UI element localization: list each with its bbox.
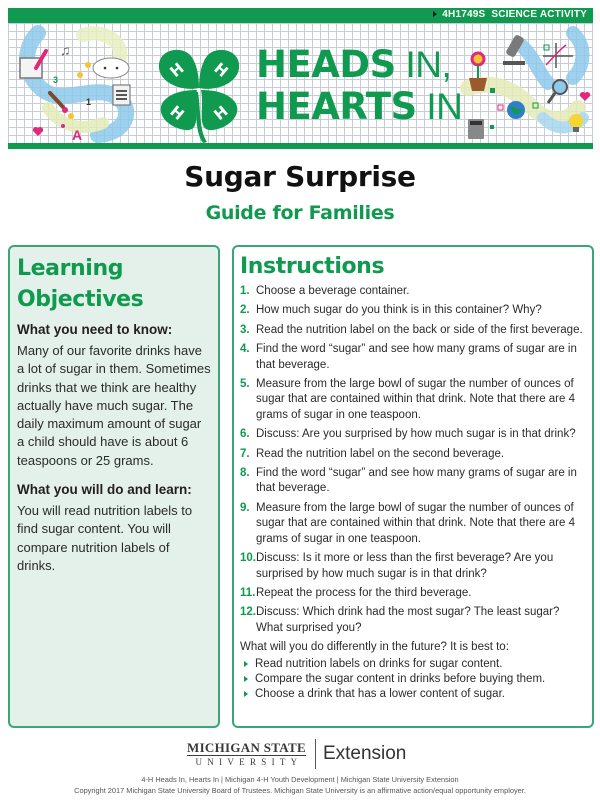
clover-h-letter: H — [166, 59, 188, 81]
heart-icon — [33, 127, 43, 136]
instruction-step: 8. Find the word “sugar” and see how many grams of sugar are in that beverage. — [240, 467, 577, 495]
triangle-bullet-icon — [244, 676, 248, 682]
tips-list — [240, 657, 586, 703]
brand-line-1: HEADS IN, — [256, 43, 452, 86]
clover-h-letter: H — [166, 102, 188, 124]
instruction-step: 3. Read the nutrition label on the back or side of the first beverage. — [240, 323, 583, 336]
instruction-step: 4. Find the word “sugar” and see how many grams of sugar are in that beverage. — [240, 343, 577, 371]
letter-a-decoration: A — [72, 127, 83, 143]
triangle-bullet-icon — [244, 691, 248, 697]
right-illustrations — [448, 23, 593, 143]
flower-pot-icon — [469, 53, 487, 91]
brand-line-2: HEARTS IN — [256, 85, 463, 128]
msu-wordmark: MICHIGAN STATE UNIVERSITY — [187, 739, 306, 767]
clover-h-letter: H — [210, 102, 232, 124]
cloud-icon — [93, 58, 129, 78]
instruction-steps — [240, 284, 586, 636]
heart-icon — [580, 92, 590, 101]
instruction-step: 12. Discuss: Which drink had the most sugar? The least sugar? What surprised you? — [240, 606, 560, 634]
calculator-icon — [468, 119, 484, 139]
instructions-panel — [232, 245, 594, 728]
list-icon — [113, 85, 130, 105]
tip-item: Read nutrition labels on drinks for sugar content. — [240, 657, 586, 672]
tip-item: Compare the sugar content in drinks before buying them. — [240, 672, 586, 687]
msu-extension-logo — [187, 738, 406, 770]
music-note-icon: ♫ — [60, 42, 71, 58]
banner-bottom-bar — [8, 143, 593, 149]
page-title: Sugar Surprise — [184, 160, 416, 193]
star-icon — [85, 62, 91, 68]
do-and-learn-heading: What you will do and learn: — [17, 482, 192, 498]
activity-code: 4H1749S — [442, 9, 486, 20]
activity-label — [433, 9, 587, 20]
triangle-bullet-icon — [433, 11, 437, 17]
extension-label: Extension — [322, 743, 407, 764]
instruction-step: 5. Measure from the large bowl of sugar the number of ounces of sugar that are contained within that drink. Note that there are 4 grams of sugar in one teaspoon. — [240, 378, 575, 421]
four-h-clover-logo — [151, 42, 247, 144]
need-to-know-heading: What you need to know: — [17, 322, 173, 337]
activity-type: SCIENCE ACTIVITY — [491, 9, 587, 20]
tip-item: Choose a drink that has a lower content of sugar. — [240, 687, 586, 702]
logo-divider — [315, 739, 316, 769]
instructions-heading: Instructions — [240, 254, 385, 279]
instruction-step: 10. Discuss: Is it more or less than the first beverage? Are you surprised by how much sugar is in that drink? — [240, 552, 554, 580]
star-icon — [77, 72, 83, 78]
instruction-step: 2. How much sugar do you think is in this container? Why? — [240, 304, 542, 317]
banner-top-bar — [8, 8, 593, 23]
learning-objectives-panel — [8, 245, 220, 728]
clover-h-letter: H — [210, 59, 232, 81]
future-prompt: What will you do differently in the future? It is best to: — [240, 641, 509, 654]
instruction-step: 7. Read the nutrition label on the second beverage. — [240, 447, 505, 460]
page-subtitle: Guide for Families — [205, 202, 395, 224]
footer-copyright: Copyright 2017 Michigan State University Board of Trustees. Michigan State University is an affirmative action/equal opportunity employer. — [74, 786, 526, 795]
brand-wordmark — [256, 43, 463, 128]
graph-icon — [543, 43, 573, 68]
instruction-step: 6. Discuss: Are you surprised by how much sugar is in that drink? — [240, 428, 576, 441]
instruction-step: 11. Repeat the process for the third beverage. — [240, 586, 472, 599]
number-1-decoration: 1 — [86, 97, 92, 107]
number-3-decoration: 3 — [53, 75, 59, 85]
do-and-learn-text: You will read nutrition labels to find sugar content. You will compare nutrition labels of drinks. — [17, 503, 193, 573]
footer-credits: 4-H Heads In, Hearts In | Michigan 4-H Youth Development | Michigan State University Extension — [141, 775, 459, 784]
swirl-decoration — [27, 33, 126, 135]
learning-objectives-heading: Learning Objectives — [17, 256, 144, 312]
instruction-step: 9. Measure from the large bowl of sugar the number of ounces of sugar that are contained within that drink. Note that there are 4 grams of sugar in one teaspoon. — [240, 501, 575, 545]
star-icon — [68, 113, 74, 119]
globe-icon — [507, 101, 525, 119]
header-banner — [8, 8, 593, 149]
need-to-know-text: Many of our favorite drinks have a lot of sugar in them. Sometimes drinks that we think are healthy actually have much sugar. The daily maximum amount of sugar a child should have is about 6 teaspoons or 25 grams. — [17, 343, 211, 468]
left-illustrations — [8, 23, 148, 143]
instruction-step: 1. Choose a beverage container. — [240, 285, 410, 297]
triangle-bullet-icon — [244, 661, 248, 667]
